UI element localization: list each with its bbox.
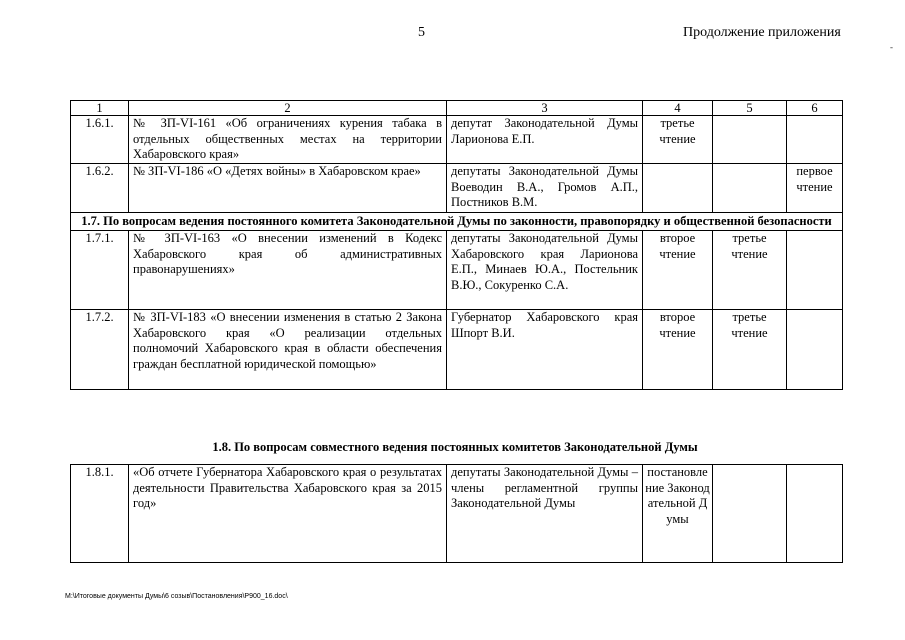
reading-stage bbox=[787, 465, 843, 563]
row-number: 1.6.2. bbox=[71, 164, 129, 213]
agenda-table bbox=[70, 464, 843, 563]
column-header-row bbox=[71, 101, 843, 116]
reading-stage: второе чтение bbox=[643, 310, 713, 390]
bill-title: «Об отчете Губернатора Хабаровского края о результатах деятельности Правительства Хабаровского края за 2015 год» bbox=[129, 465, 447, 563]
page-number: 5 bbox=[418, 25, 425, 40]
reading-stage bbox=[787, 310, 843, 390]
bill-title: № ЗП-VI-186 «О «Детях войны» в Хабаровском крае» bbox=[129, 164, 447, 213]
column-header: 1 bbox=[71, 101, 129, 116]
table-row bbox=[71, 310, 843, 390]
table-row bbox=[71, 231, 843, 310]
bill-title: № ЗП-VI-163 «О внесении изменений в Кодекс Хабаровского края об административных правонарушениях» bbox=[129, 231, 447, 310]
column-header: 5 bbox=[713, 101, 787, 116]
column-header: 4 bbox=[643, 101, 713, 116]
table-row bbox=[71, 164, 843, 213]
table-row bbox=[71, 116, 843, 164]
reading-stage: первое чтение bbox=[787, 164, 843, 213]
reading-stage: третье чтение bbox=[643, 116, 713, 164]
reading-stage bbox=[787, 116, 843, 164]
section-row bbox=[71, 213, 843, 231]
table-row bbox=[71, 465, 843, 563]
section-heading: 1.8. По вопросам совместного ведения постоянных комитетов Законодательной Думы bbox=[212, 440, 698, 454]
row-number: 1.8.1. bbox=[71, 465, 129, 563]
reading-stage bbox=[713, 465, 787, 563]
bill-author: Губернатор Хабаровского края Шпорт В.И. bbox=[447, 310, 643, 390]
margin-mark: - bbox=[890, 42, 893, 52]
agenda-table bbox=[70, 100, 843, 390]
bill-author: депутаты Законодательной Думы Воеводин В.А., Громов А.П., Постников В.М. bbox=[447, 164, 643, 213]
continuation-label: Продолжение приложения bbox=[683, 25, 841, 40]
reading-stage bbox=[713, 164, 787, 213]
bill-author: депутат Законодательной Думы Ларионова Е.П. bbox=[447, 116, 643, 164]
reading-stage bbox=[643, 164, 713, 213]
column-header: 2 bbox=[129, 101, 447, 116]
reading-stage: третье чтение bbox=[713, 310, 787, 390]
bill-title: № ЗП-VI-161 «Об ограничениях курения табака в отдельных общественных местах на территории Хабаровского края» bbox=[129, 116, 447, 164]
bill-author: депутаты Законодательной Думы Хабаровского края Ларионова Е.П., Минаев Ю.А., Постельник В.Ю., Сокуренко С.А. bbox=[447, 231, 643, 310]
reading-stage bbox=[787, 231, 843, 310]
row-number: 1.7.1. bbox=[71, 231, 129, 310]
reading-stage: постановление Законодательной Думы bbox=[643, 465, 713, 563]
reading-stage: второе чтение bbox=[643, 231, 713, 310]
reading-stage bbox=[713, 116, 787, 164]
column-header: 3 bbox=[447, 101, 643, 116]
file-path: M:\Итоговые документы Думы\6 созыв\Постановления\Р900_16.doc\ bbox=[65, 593, 288, 600]
bill-title: № ЗП-VI-183 «О внесении изменения в статью 2 Закона Хабаровского края «О реализации отдельных полномочий Хабаровского края в области обеспечения граждан бесплатной юридической помощью» bbox=[129, 310, 447, 390]
section-heading: 1.7. По вопросам ведения постоянного комитета Законодательной Думы по законности, правопорядку и общественной безопасности bbox=[71, 213, 843, 231]
row-number: 1.6.1. bbox=[71, 116, 129, 164]
column-header: 6 bbox=[787, 101, 843, 116]
bill-author: депутаты Законодательной Думы – члены регламентной группы Законодательной Думы bbox=[447, 465, 643, 563]
row-number: 1.7.2. bbox=[71, 310, 129, 390]
reading-stage: третье чтение bbox=[713, 231, 787, 310]
